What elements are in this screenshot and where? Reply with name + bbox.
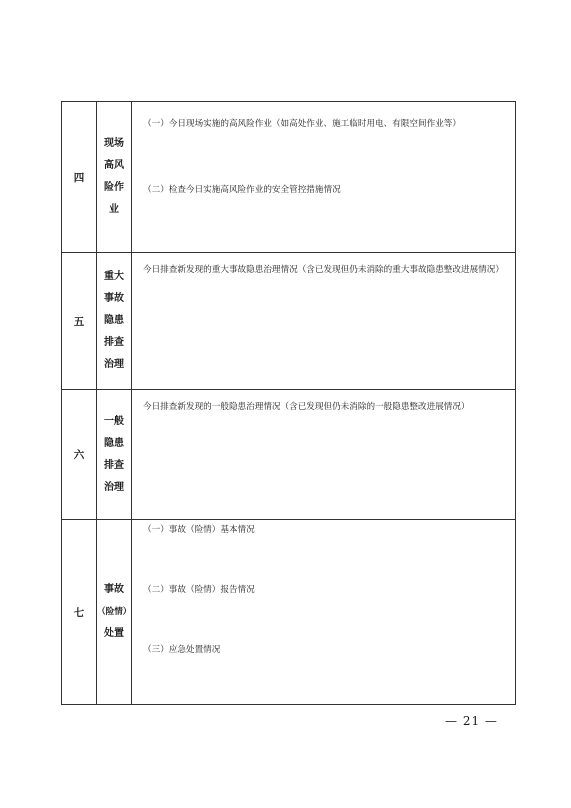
category-line: 排查 [104,459,124,471]
category-line: （险情） [97,607,132,617]
row-category [97,390,132,520]
content-line: （二）检查今日实施高风险作业的安全管控措施情况 [143,185,341,195]
category-line: 现场 [104,138,124,149]
row-number: 四 [62,102,97,253]
category-line: 重大 [104,271,124,282]
table-row-5 [62,253,516,390]
table-row-6 [62,390,516,520]
category-line: 一般 [104,415,124,427]
safety-inspection-form-table [61,101,516,705]
category-line: 险作 [104,182,124,193]
row-content[interactable] [132,102,516,253]
category-line: 处置 [104,628,124,639]
table-row-7 [62,520,516,705]
row-content[interactable] [132,390,516,520]
category-line: 治理 [104,481,124,493]
table-row-4 [62,102,516,253]
row-category [97,520,132,705]
content-paragraph: 今日排查新发现的重大事故隐患治理情况（含已发现但仍未消除的重大事故隐患整改进展情况） [143,265,504,275]
row-number: 六 [62,390,97,520]
content-paragraph: 今日排查新发现的一般隐患治理情况（含已发现但仍未消除的一般隐患整改进展情况） [143,402,470,412]
row-number: 五 [62,253,97,390]
category-line: 排查 [104,337,124,348]
row-category [97,102,132,253]
content-line: （一）今日现场实施的高风险作业（如高处作业、施工临时用电、有限空间作业等） [143,119,461,129]
page-number: — 21 — [445,714,498,728]
category-line: 隐患 [104,437,124,449]
category-line: 治理 [104,359,124,370]
row-content[interactable] [132,253,516,390]
category-line: 业 [109,204,119,215]
row-content[interactable] [132,520,516,705]
row-number: 七 [62,520,97,705]
category-line: 事故 [104,584,124,595]
category-line: 事故 [104,293,124,304]
content-line: （二）事故（险情）报告情况 [143,585,255,595]
content-line: （一）事故（险情）基本情况 [143,525,255,535]
category-line: 隐患 [104,315,124,326]
category-line: 高风 [104,160,124,171]
row-category [97,253,132,390]
content-line: （三）应急处置情况 [143,645,221,655]
